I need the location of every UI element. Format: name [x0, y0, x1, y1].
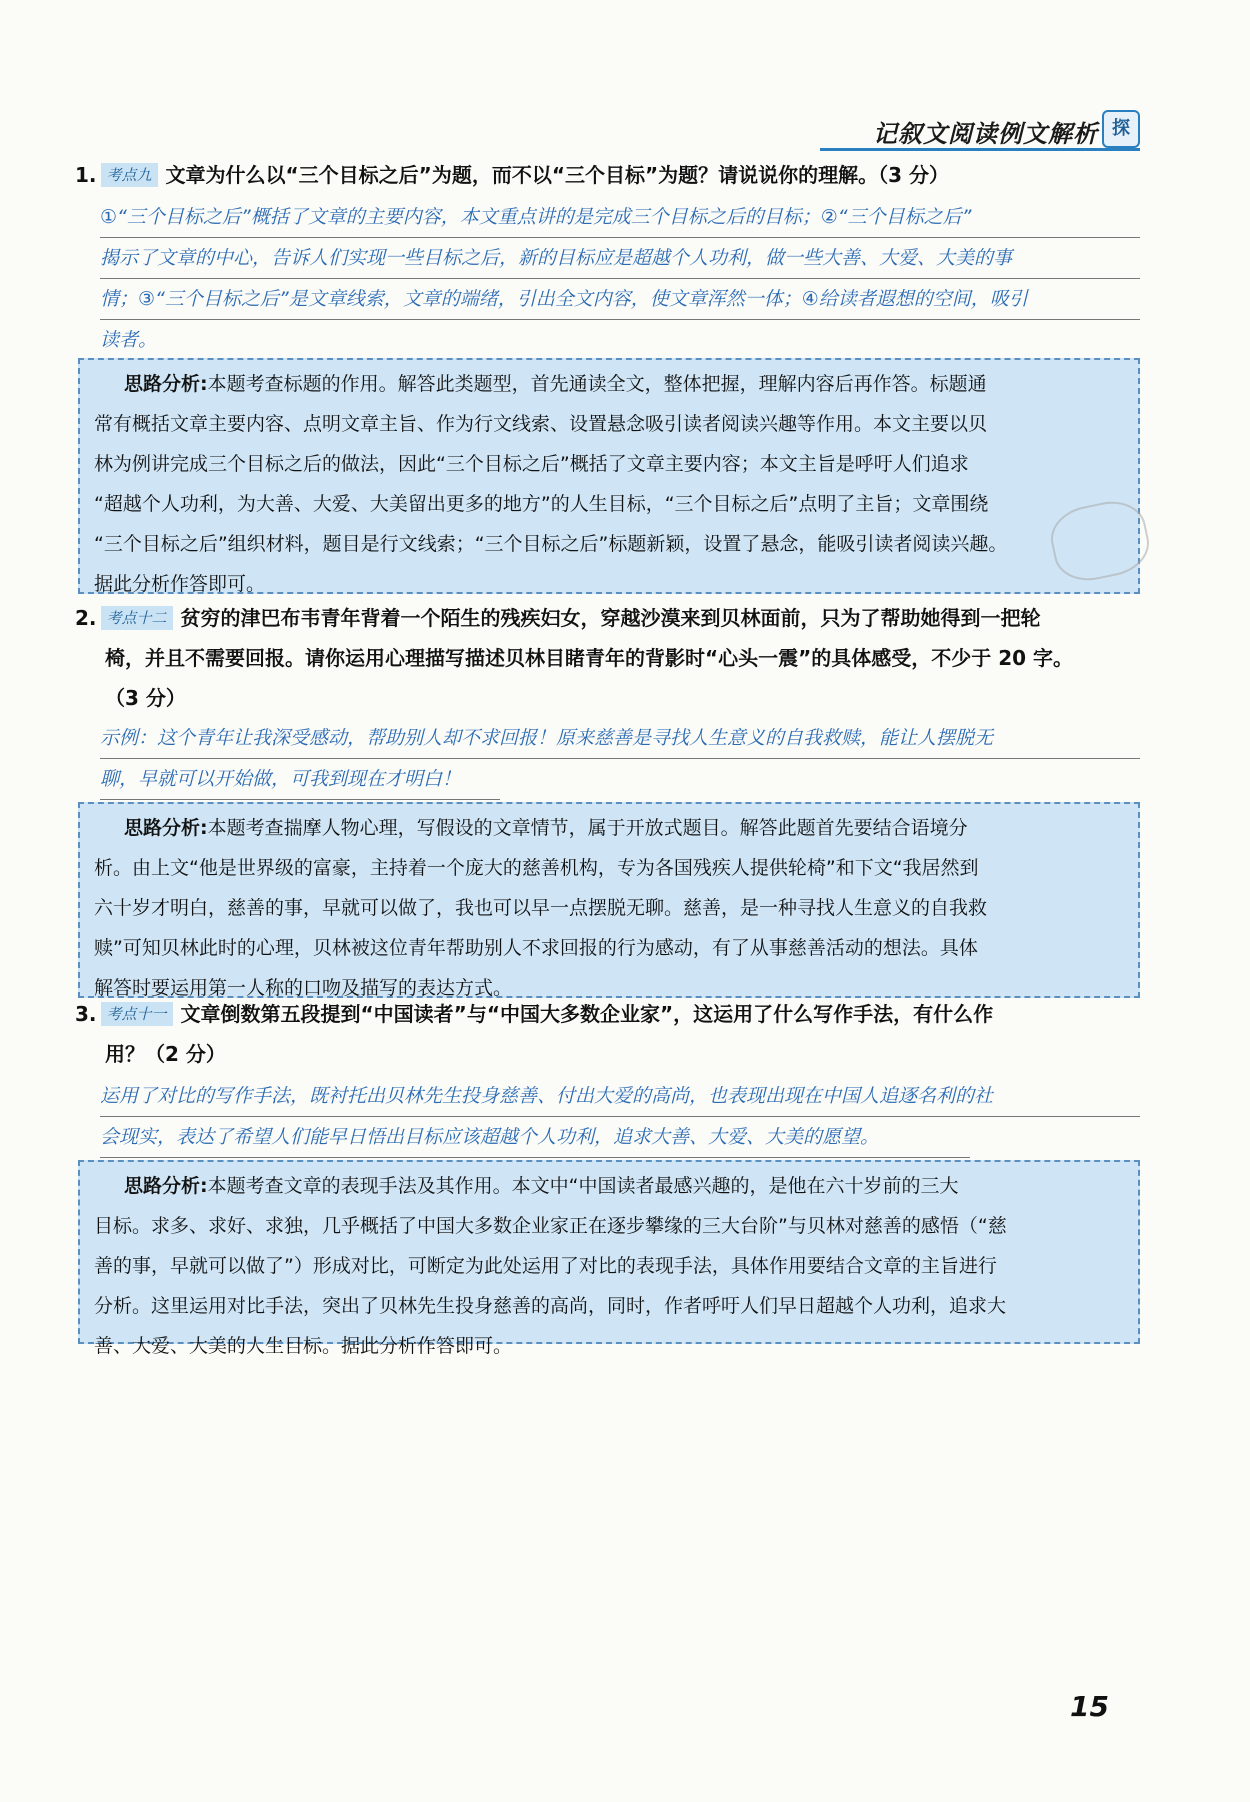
header-title: 记叙文阅读例文解析	[873, 119, 1098, 148]
analysis-label: 思路分析:	[124, 817, 208, 839]
question-number: 1.	[75, 163, 97, 187]
question-tag: 考点十二	[101, 606, 173, 630]
question-prompt: 椅，并且不需要回报。请你运用心理描写描述贝林目睹青年的背影时“心头一震”的具体感受，不少于 20 字。	[105, 646, 1074, 670]
question-prompt: 用？（2 分）	[105, 1042, 226, 1066]
analysis-line: 本题考查揣摩人物心理，写假设的文章情节，属于开放式题目。解答此题首先要结合语境分	[207, 817, 968, 839]
question-number: 2.	[75, 606, 97, 630]
analysis-line: 分析。这里运用对比手法，突出了贝林先生投身慈善的高尚，同时，作者呼吁人们早日超越个人功利，追求大	[94, 1295, 1007, 1317]
analysis-line: 善的事，早就可以做了”）形成对比，可断定为此处运用了对比的表现手法，具体作用要结合文章的主旨进行	[94, 1255, 997, 1277]
header-logo-icon: 探	[1102, 110, 1140, 148]
analysis-line: 目标。求多、求好、求独，几乎概括了中国大多数企业家正在逐步攀缘的三大台阶”与贝林对慈善的感悟（“慈	[94, 1215, 1007, 1237]
question-tag: 考点十一	[101, 1002, 173, 1026]
question-prompt: （3 分）	[105, 686, 186, 710]
question-tag: 考点九	[101, 163, 158, 187]
page-number: 15	[1070, 1690, 1109, 1723]
analysis-line: 赎”可知贝林此时的心理，贝林被这位青年帮助别人不求回报的行为感动，有了从事慈善活动的想法。具体	[94, 937, 978, 959]
answer-2	[100, 718, 1140, 800]
analysis-line: “超越个人功利，为大善、大爱、大美留出更多的地方”的人生目标，“三个目标之后”点明了主旨；文章围绕	[94, 493, 989, 515]
question-prompt: 文章倒数第五段提到“中国读者”与“中国大多数企业家”，这运用了什么写作手法，有什么作	[180, 1002, 994, 1026]
question-prompt: 贫穷的津巴布韦青年背着一个陌生的残疾妇女，穿越沙漠来到贝林面前，只为了帮助她得到一把轮	[180, 606, 1041, 630]
question-number: 3.	[75, 1002, 97, 1026]
analysis-line: “三个目标之后”组织材料，题目是行文线索；“三个目标之后”标题新颖，设置了悬念，能吸引读者阅读兴趣。	[94, 533, 1008, 555]
answer-3	[100, 1076, 1140, 1158]
analysis-label: 思路分析:	[124, 373, 208, 395]
analysis-label: 思路分析:	[124, 1175, 208, 1197]
analysis-line: 本题考查文章的表现手法及其作用。本文中“中国读者最感兴趣的，是他在六十岁前的三大	[207, 1175, 959, 1197]
analysis-line: 善、大爱、大美的人生目标。据此分析作答即可。	[94, 1335, 513, 1357]
analysis-line: 常有概括文章主要内容、点明文章主旨、作为行文线索、设置悬念吸引读者阅读兴趣等作用。本文主要以贝	[94, 413, 988, 435]
question-3	[75, 994, 1140, 1074]
answer-line: 聊，早就可以开始做，可我到现在才明白！	[100, 759, 500, 800]
answer-line: ①“三个目标之后”概括了文章的主要内容，本文重点讲的是完成三个目标之后的目标；②“三个目标之后”	[100, 197, 1140, 238]
analysis-line: 林为例讲完成三个目标之后的做法，因此“三个目标之后”概括了文章主要内容；本文主旨是呼吁人们追求	[94, 453, 969, 475]
page-header	[820, 112, 1140, 151]
analysis-box-2	[78, 802, 1140, 998]
answer-1	[100, 197, 1140, 361]
answer-line: 运用了对比的写作手法，既衬托出贝林先生投身慈善、付出大爱的高尚，也表现出现在中国人追逐名利的社	[100, 1076, 1140, 1117]
question-prompt: 文章为什么以“三个目标之后”为题，而不以“三个目标”为题？请说说你的理解。（3 分）	[165, 163, 949, 187]
analysis-line: 解答时要运用第一人称的口吻及描写的表达方式。	[94, 977, 513, 999]
question-1	[75, 155, 1140, 195]
analysis-line: 析。由上文“他是世界级的富豪，主持着一个庞大的慈善机构，专为各国残疾人提供轮椅”和下文“我居然到	[94, 857, 979, 879]
answer-line: 揭示了文章的中心，告诉人们实现一些目标之后，新的目标应是超越个人功利，做一些大善、大爱、大美的事	[100, 238, 1140, 279]
analysis-box-3	[78, 1160, 1140, 1357]
answer-line: 情；③“三个目标之后”是文章线索，文章的端绪，引出全文内容，使文章浑然一体；④给读者遐想的空间，吸引	[100, 279, 1140, 320]
answer-line: 读者。	[100, 320, 200, 361]
question-2	[75, 598, 1140, 718]
analysis-line: 据此分析作答即可。	[94, 573, 266, 595]
answer-line: 会现实，表达了希望人们能早日悟出目标应该超越个人功利，追求大善、大爱、大美的愿望。	[100, 1117, 970, 1158]
analysis-box-1	[78, 358, 1140, 594]
analysis-line: 六十岁才明白，慈善的事，早就可以做了，我也可以早一点摆脱无聊。慈善，是一种寻找人生意义的自我救	[94, 897, 988, 919]
analysis-line: 本题考查标题的作用。解答此类题型，首先通读全文，整体把握，理解内容后再作答。标题通	[207, 373, 987, 395]
answer-line: 示例：这个青年让我深受感动，帮助别人却不求回报！原来慈善是寻找人生意义的自我救赎，能让人摆脱无	[100, 718, 1140, 759]
